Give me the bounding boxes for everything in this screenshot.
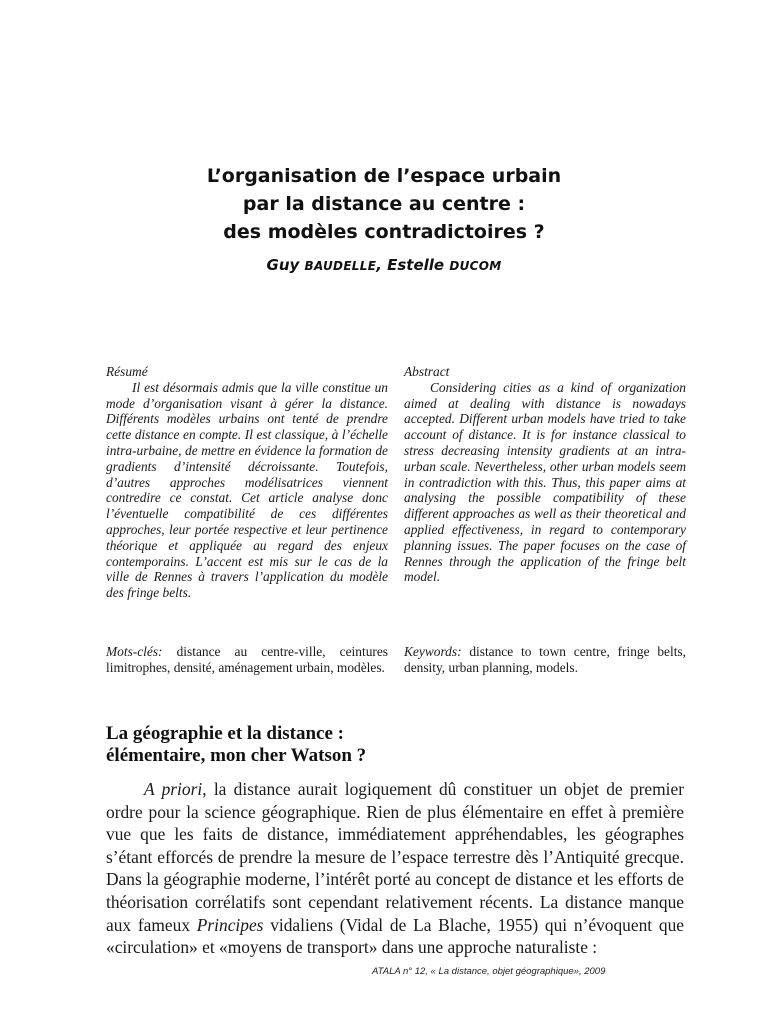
title-line-2: par la distance au centre :: [242, 193, 526, 215]
resume-block: [106, 364, 388, 601]
abstract-text: Considering cities as a kind of organization aimed at dealing with distance is nowadays accepted. Different urban models have tried to take account of distance. It is for instance classical to stress decreasing intensity gradients at an intra-urban scale. Nevertheless, other urban models seem in contradiction with this. Thus, this paper aims at analysing the possible compatibility of these different approaches as well as their theoretical and applied effectiveness, in regard to contemporary planning issues. The paper focuses on the case of Rennes through the application of the fringe belt model.: [404, 379, 686, 585]
mots-cles-label: Mots-clés:: [106, 644, 163, 659]
title-line-3: des modèles contradictoires ?: [223, 221, 545, 243]
body-text-part-1: , la distance aurait logiquement dû constituer un objet de premier ordre pour la science géographique. Rien de plus élémentaire en effet à première vue que les faits de distance, immédiatement appréhendables, les géographes s’étant efforcés de prendre la mesure de l’espace terrestre dès l’Antiquité grecque. Dans la géographie moderne, l’intérêt porté au concept de distance et les efforts de théorisation corrélatifs sont cependant relativement récents. La distance manque aux fameux: [106, 779, 685, 935]
section-heading-line-1: La géographie et la distance :: [106, 723, 345, 744]
section-heading-line-2: élémentaire, mon cher Watson ?: [106, 745, 367, 766]
author-1-last-name: BAUDELLE: [304, 259, 377, 273]
page-footer: ATALA n° 12, « La distance, objet géographique», 2009: [372, 966, 606, 977]
author-2-last-name: DUCOM: [449, 259, 502, 273]
author-1-first-name: Guy: [266, 256, 305, 274]
body-italic-a-priori: A priori: [144, 779, 203, 799]
abstract-heading: Abstract: [404, 364, 450, 379]
mots-cles-text: distance au centre-ville, ceintures limitrophes, densité, aménagement urbain, modèles.: [106, 644, 388, 675]
keywords: [404, 644, 686, 676]
resume-text: Il est désormais admis que la ville constitue un mode d’organisation visant à gérer la distance. Différents modèles urbains ont tenté de prendre cette distance en compte. Il est classique, à l’échelle intra-urbaine, de mettre en évidence la formation de gradients d’intensité décroissante. Toutefois, d’autres approches modélisatrices viennent contredire ce constat. Cet article analyse donc l’éventuelle compatibilité de ces différentes approches, leur portée respective et leur pertinence théorique et appliquée au regard des enjeux contemporains. L’accent est mis sur le cas de la ville de Rennes à travers l’application du modèle des fringe belts.: [106, 379, 388, 601]
body-paragraph: [106, 778, 684, 959]
keywords-label: Keywords:: [404, 644, 462, 659]
title-line-1: L’organisation de l’espace urbain: [206, 165, 562, 187]
authors: [0, 256, 768, 274]
mots-cles: [106, 644, 388, 676]
author-separator: ,: [376, 256, 388, 274]
article-title: [0, 162, 768, 246]
body-italic-principes: Principes: [196, 914, 264, 935]
author-2-first-name: Estelle: [387, 256, 450, 274]
keywords-text: distance to town centre, fringe belts, density, urban planning, models.: [404, 644, 686, 675]
body-text-part-2: vidaliens (Vidal de La Blache, 1955) qui n’évoquent que «circulation» et «moyens de transport» dans une approche naturaliste :: [106, 914, 684, 958]
resume-heading: Résumé: [106, 364, 148, 379]
abstract-block: [404, 364, 686, 585]
section-heading: [106, 723, 686, 767]
